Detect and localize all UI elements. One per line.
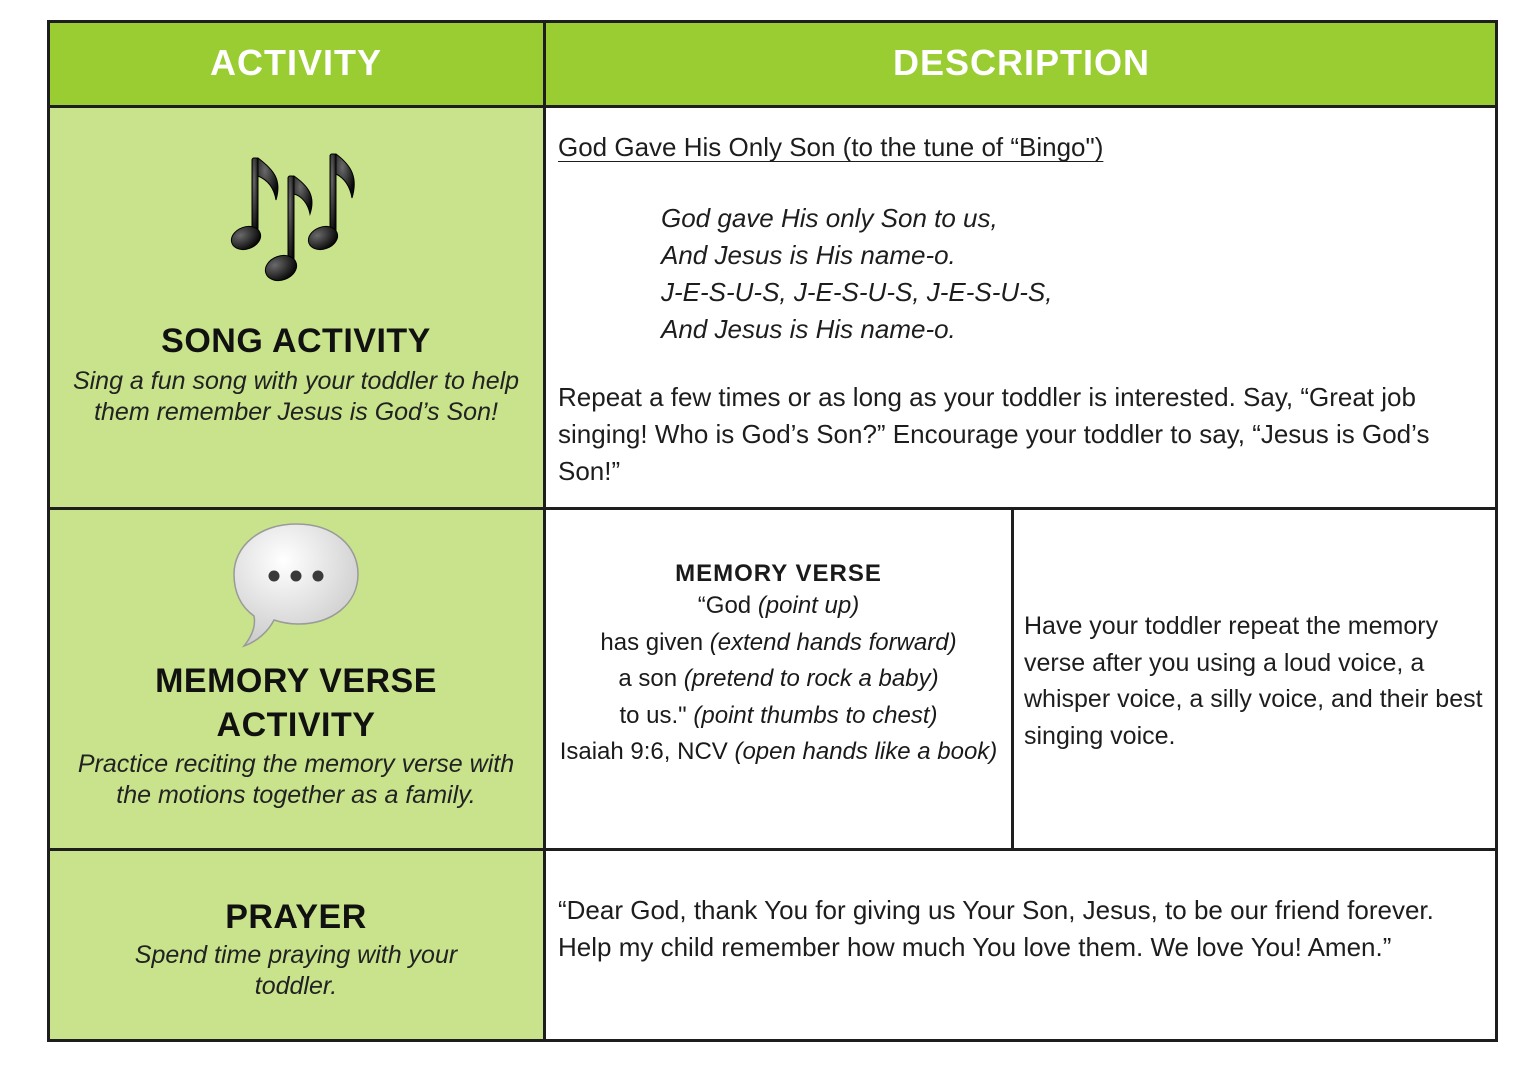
verse-motion: (open hands like a book) (734, 738, 998, 766)
header-description-cell (545, 20, 1498, 106)
header-description-label: DESCRIPTION (892, 42, 1151, 83)
verse-text: to us." (619, 701, 694, 729)
song-lyrics (661, 200, 1498, 348)
lyric-line: And Jesus is His name-o. (661, 314, 956, 344)
verse-text: a son (618, 665, 684, 693)
memory-verse-cell (545, 508, 1012, 850)
verse-text: “God (697, 592, 758, 619)
verse-motion: (point thumbs to chest) (693, 701, 938, 729)
memory-verse-activity-cell (47, 508, 545, 850)
memory-verse-subtitle: Practice reciting the memory verse with the motions together as a family. (77, 750, 515, 810)
row-divider (47, 507, 1498, 510)
table-border-bottom (47, 1039, 1498, 1042)
speech-bubble-icon (230, 520, 362, 650)
row-divider (47, 105, 1498, 108)
memory-verse-heading: MEMORY VERSE (675, 560, 882, 587)
memory-verse-instructions-cell (1012, 508, 1498, 850)
table-border-top (47, 20, 1498, 23)
verse-column-divider (1011, 508, 1014, 850)
lyric-line: J-E-S-U-S, J-E-S-U-S, J-E-S-U-S, (661, 277, 1053, 307)
verse-text: has given (600, 628, 710, 656)
verse-motion: (point up) (757, 592, 860, 619)
song-activity-subtitle: Sing a fun song with your toddler to help them remember Jesus is God’s Son! (72, 366, 520, 426)
prayer-subtitle: Spend time praying with your toddler. (134, 940, 458, 1000)
header-activity-label: ACTIVITY (209, 42, 382, 83)
verse-line (545, 661, 1012, 698)
verse-motion: (pretend to rock a baby) (683, 665, 939, 693)
lyric-line: And Jesus is His name-o. (661, 240, 956, 270)
song-activity-title: SONG ACTIVITY (161, 322, 431, 360)
table-border-left (47, 20, 50, 1042)
table-border-right (1495, 20, 1498, 1042)
memory-verse-title-line2: ACTIVITY (216, 705, 376, 744)
verse-line (545, 698, 1012, 735)
row-divider (47, 848, 1498, 851)
column-divider (543, 20, 546, 1042)
verse-line (545, 625, 1012, 662)
verse-text: Isaiah 9:6, NCV (559, 738, 735, 766)
header-activity-cell (47, 20, 545, 106)
lyric-line: God gave His only Son to us, (661, 203, 998, 233)
song-instructions: Repeat a few times or as long as your toddler is interested. Say, “Great job singing! Who is God’s Son?” Encourage your toddler to say, “Jesus is God’s Son!” (558, 382, 1430, 486)
song-description-cell (545, 106, 1498, 508)
prayer-activity-cell (47, 850, 545, 1042)
verse-line (545, 734, 1012, 771)
prayer-text: “Dear God, thank You for giving us Your Son, Jesus, to be our friend forever. Help my child remember how much You love them. We love You! Amen.” (558, 895, 1434, 962)
prayer-description-cell (545, 850, 1498, 1042)
activity-table (47, 20, 1498, 1042)
musical-notes-icon (226, 152, 366, 286)
song-title: God Gave His Only Son (to the tune of “Bingo") (558, 132, 1104, 162)
memory-verse-instructions: Have your toddler repeat the memory verse after you using a loud voice, a whisper voice, a silly voice, and their best singing voice. (1024, 612, 1483, 750)
memory-verse-title-line1: MEMORY VERSE (155, 662, 437, 700)
song-activity-cell (47, 106, 545, 508)
prayer-title: PRAYER (225, 898, 367, 936)
verse-line (545, 588, 1012, 625)
verse-motion: (extend hands forward) (709, 628, 957, 656)
